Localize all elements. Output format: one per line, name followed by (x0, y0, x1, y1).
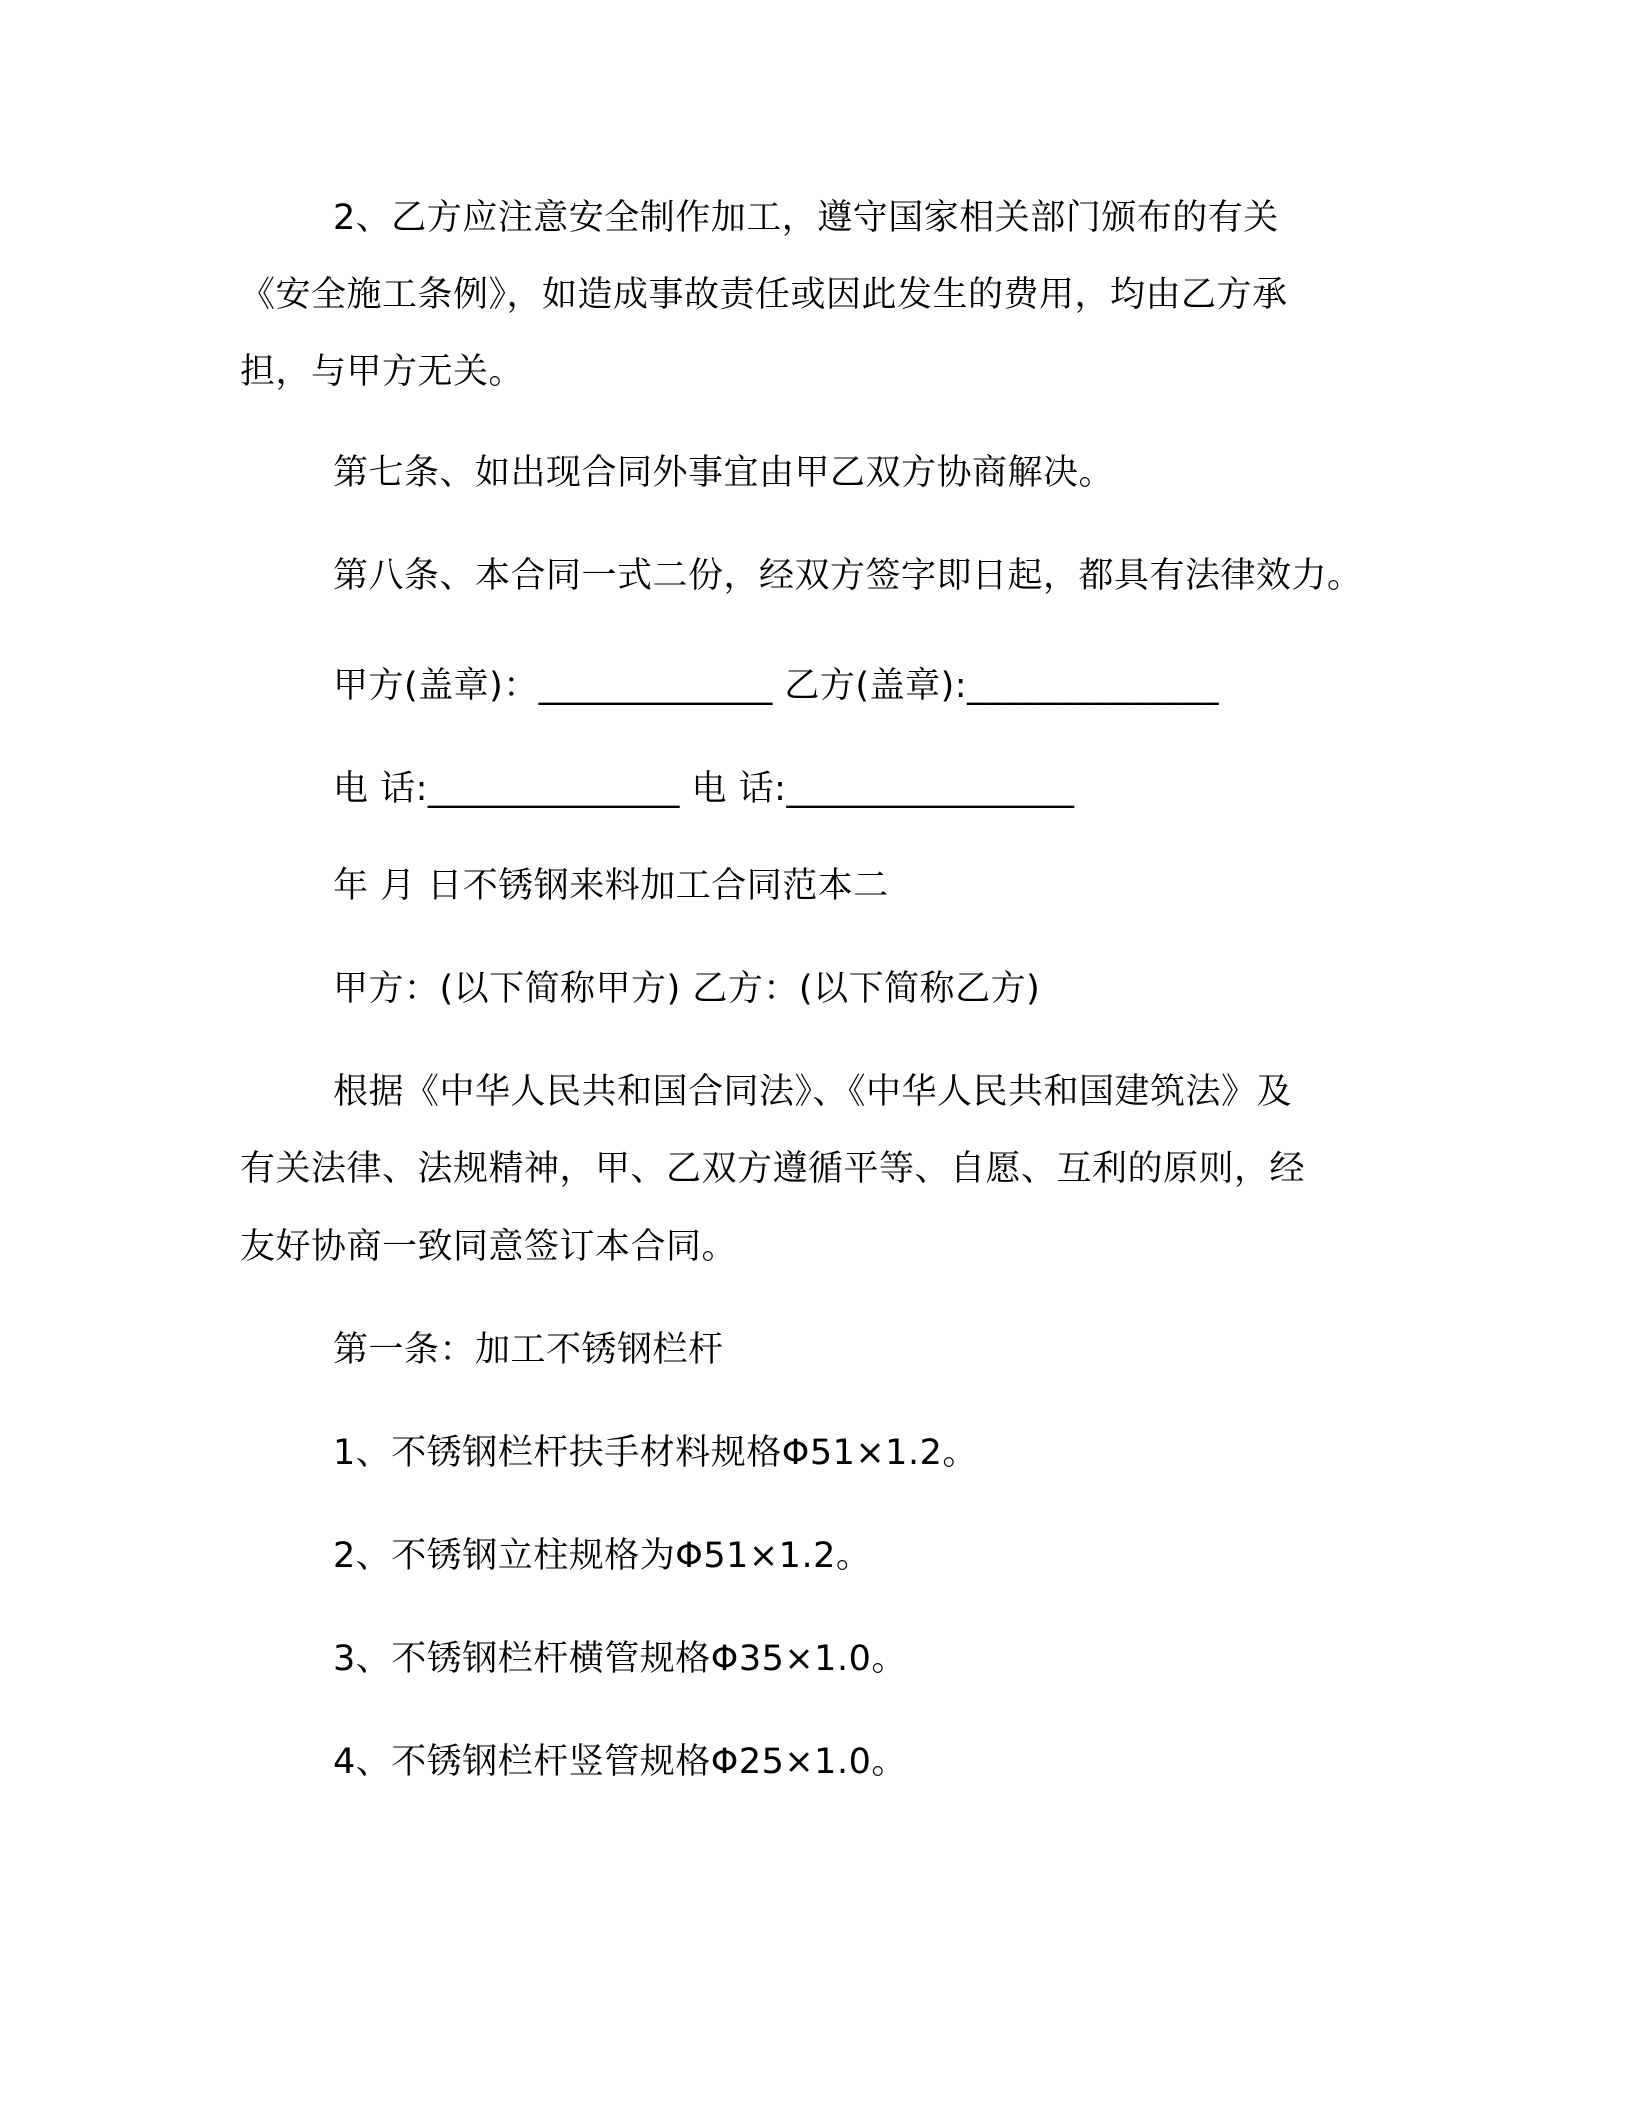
article-7: 第七条、如出现合同外事宜由甲乙双方协商解决。 (333, 453, 1115, 493)
clause-2-line-3: 担，与甲方无关。 (240, 352, 525, 392)
article-8: 第八条、本合同一式二份，经双方签字即日起，都具有法律效力。 (333, 556, 1363, 596)
clause-2-line-1: 2、乙方应注意安全制作加工，遵守国家相关部门颁布的有关 (333, 198, 1279, 238)
preamble-line-1: 根据《中华人民共和国合同法》、《中华人民共和国建筑法》及 (333, 1072, 1293, 1112)
spec-item-2: 2、不锈钢立柱规格为Φ51×1.2。 (333, 1536, 872, 1576)
parties-line: 甲方：(以下简称甲方) 乙方：(以下简称乙方) (333, 969, 1041, 1009)
spec-item-1: 1、不锈钢栏杆扶手材料规格Φ51×1.2。 (333, 1433, 978, 1473)
seal-signature-line: 甲方(盖章)：_____________ 乙方(盖章):______________ (333, 666, 1220, 706)
article-1-heading: 第一条：加工不锈钢栏杆 (333, 1330, 724, 1370)
preamble-line-3: 友好协商一致同意签订本合同。 (240, 1227, 738, 1267)
date-and-title-line: 年 月 日不锈钢来料加工合同范本二 (333, 866, 889, 906)
spec-item-4: 4、不锈钢栏杆竖管规格Φ25×1.0。 (333, 1742, 907, 1782)
clause-2-line-2: 《安全施工条例》，如造成事故责任或因此发生的费用，均由乙方承 (240, 275, 1288, 315)
phone-line: 电 话:______________ 电 话:________________ (333, 769, 1075, 809)
spec-item-3: 3、不锈钢栏杆横管规格Φ35×1.0。 (333, 1639, 907, 1679)
preamble-line-2: 有关法律、法规精神，甲、乙双方遵循平等、自愿、互利的原则，经 (240, 1149, 1306, 1189)
